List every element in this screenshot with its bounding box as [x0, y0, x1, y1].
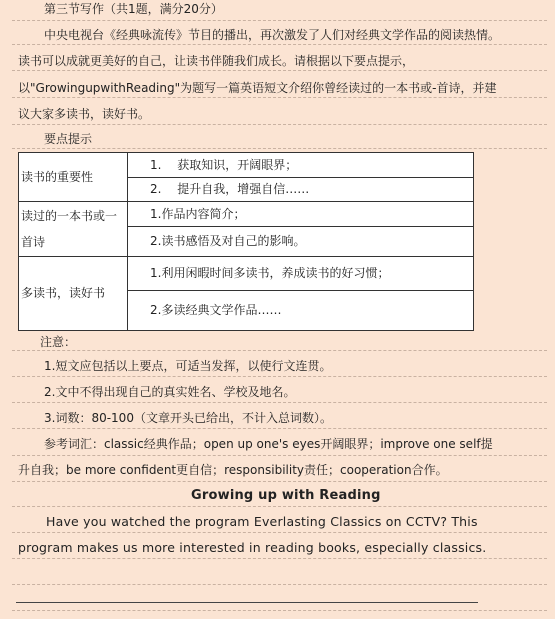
rule-line	[12, 506, 547, 507]
rule-line	[12, 584, 547, 585]
rule-line	[12, 44, 547, 45]
rule-line	[12, 428, 547, 429]
category-cell: 多读书，读好书	[19, 257, 128, 331]
intro-line: 议大家多读书，读好书。	[18, 107, 151, 121]
table-row	[19, 202, 474, 227]
point-cell: 1.作品内容简介；	[128, 202, 474, 227]
category-line: 读过的一本书或一	[21, 209, 118, 223]
rule-line	[12, 610, 547, 611]
rule-line	[12, 148, 547, 149]
rule-line	[12, 455, 547, 456]
rule-line	[12, 97, 547, 98]
rule-line	[12, 20, 547, 21]
rule-line	[12, 481, 547, 482]
rule-line	[12, 350, 547, 351]
point-cell: 1. 获取知识，开阔眼界；	[128, 153, 474, 178]
point-cell: 1.利用闲暇时间多读书，养成读书的好习惯；	[128, 257, 474, 291]
section-title: 第三节写作（共1题，满分20分）	[44, 2, 223, 16]
point-cell: 2.读书感悟及对自己的影响。	[128, 227, 474, 257]
table-row	[19, 257, 474, 291]
category-line: 首诗	[21, 235, 46, 249]
intro-line: 以"GrowingupwithReading"为题写一篇英语短文介绍你曾经读过的一本书或-首诗，并建	[18, 81, 497, 95]
points-title: 要点提示	[44, 132, 93, 146]
vocab-line: 参考词汇：classic经典作品；open up one's eyes开阔眼界；improve one self提	[44, 437, 493, 451]
category-cell	[19, 202, 128, 257]
rule-line	[12, 70, 547, 71]
essay-title: Growing up with Reading	[191, 488, 381, 503]
key-points-table	[18, 152, 474, 331]
note-item: 2.文中不得出现自己的真实姓名、学校及地名。	[44, 385, 296, 399]
point-cell: 2.多读经典文学作品……	[128, 291, 474, 331]
vocab-line: 升自我；be more confident更自信；responsibility责任；cooperation合作。	[18, 463, 448, 477]
intro-line: 读书可以成就更美好的自己，让读书伴随我们成长。请根据以下要点提示，	[18, 54, 415, 68]
category-cell: 读书的重要性	[19, 153, 128, 202]
notes-title: 注意：	[40, 335, 77, 349]
rule-line	[12, 376, 547, 377]
rule-line	[12, 402, 547, 403]
essay-line: Have you watched the program Everlasting Classics on CCTV? This	[46, 514, 478, 529]
writing-blank-line	[16, 602, 478, 603]
note-item: 3.词数：80-100（文章开头已给出，不计入总词数）。	[44, 411, 332, 425]
essay-line: program makes us more interested in reading books, especially classics.	[18, 540, 487, 555]
rule-line	[12, 124, 547, 125]
note-item: 1.短文应包括以上要点，可适当发挥，以使行文连贯。	[44, 359, 332, 373]
rule-line	[12, 532, 547, 533]
rule-line	[12, 558, 547, 559]
point-cell: 2. 提升自我，增强自信……	[128, 178, 474, 202]
table-row	[19, 153, 474, 178]
intro-line: 中央电视台《经典咏流传》节目的播出，再次激发了人们对经典文学作品的阅读热情。	[44, 28, 501, 42]
